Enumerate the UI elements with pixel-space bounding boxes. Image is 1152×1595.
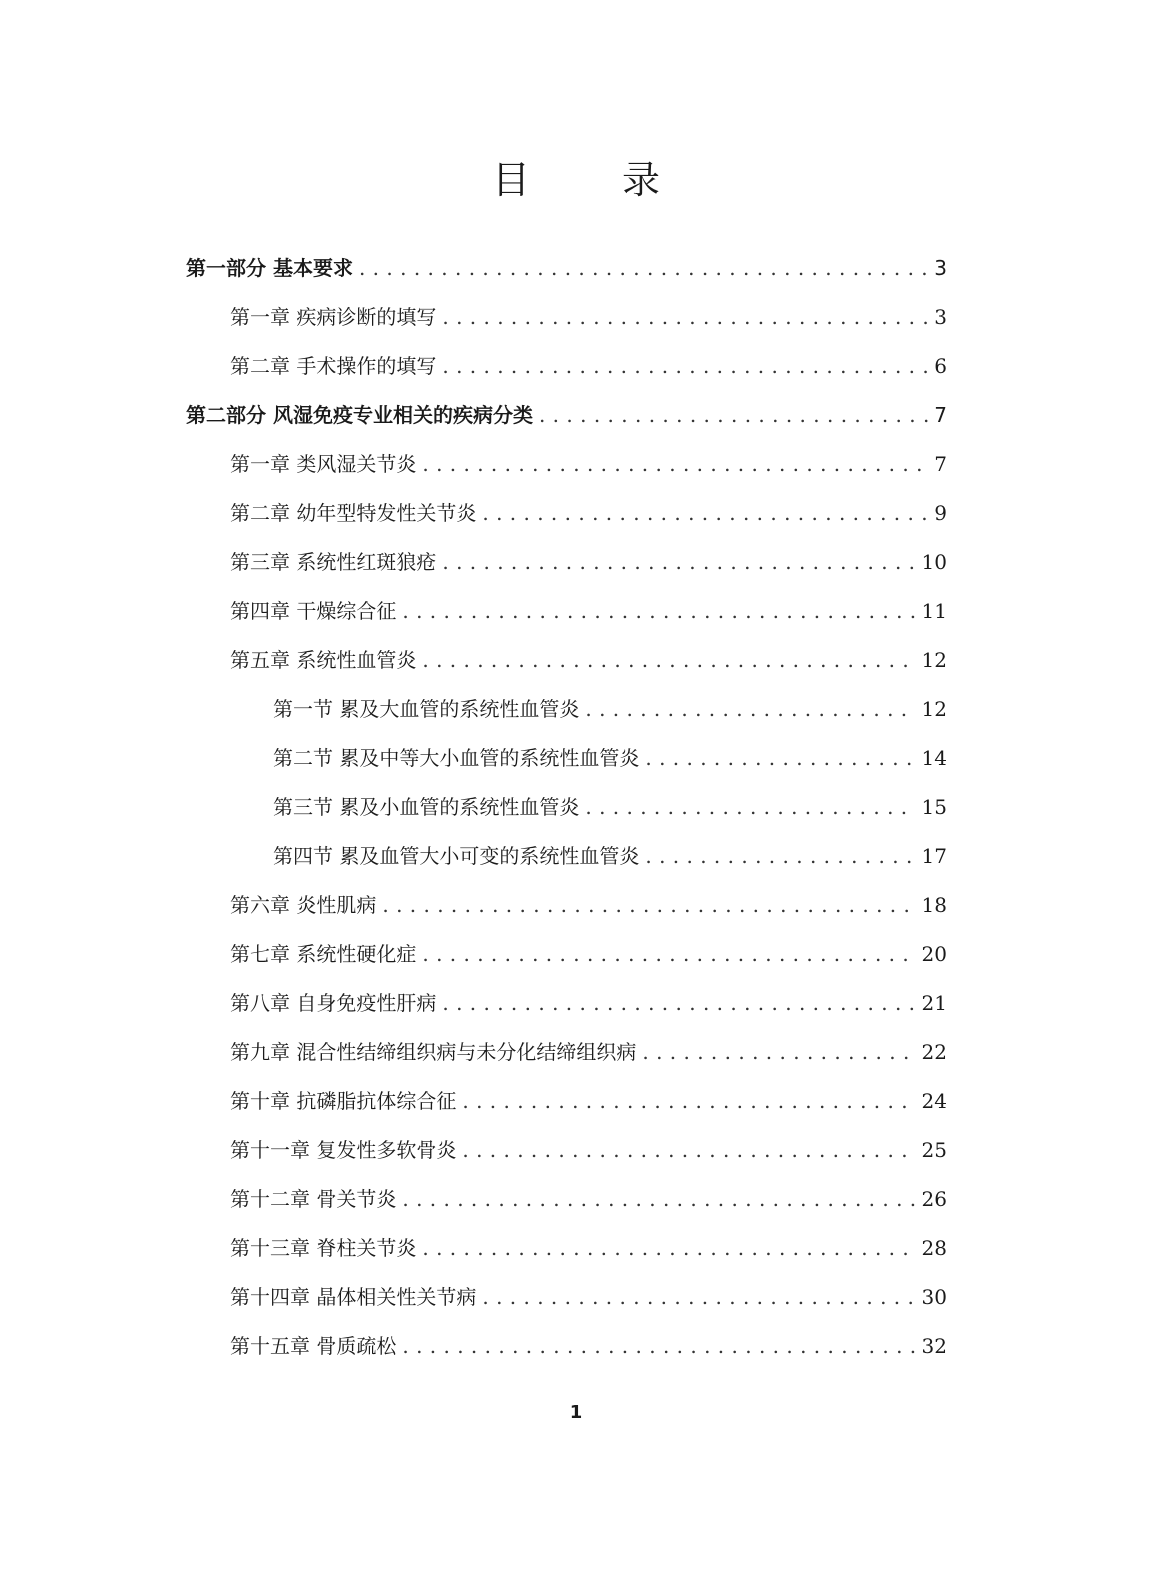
toc-chapter-entry[interactable] xyxy=(230,297,947,337)
toc-entry-page-number: 12 xyxy=(921,648,947,672)
toc-entry-page-number: 24 xyxy=(921,1089,947,1113)
toc-entry-label: 第五章 系统性血管炎 xyxy=(230,648,417,672)
toc-dot-leader xyxy=(402,591,915,631)
toc-entry-page-number: 15 xyxy=(921,795,947,819)
toc-part-entry[interactable] xyxy=(186,395,947,435)
toc-dot-leader xyxy=(442,346,928,386)
toc-entry-label: 第八章 自身免疫性肝病 xyxy=(230,991,437,1015)
toc-entry-page-number: 3 xyxy=(934,256,947,280)
toc-entry-label: 第二节 累及中等大小血管的系统性血管炎 xyxy=(273,746,640,770)
toc-dot-leader xyxy=(422,444,928,484)
toc-entry-label: 第九章 混合性结缔组织病与未分化结缔组织病 xyxy=(230,1040,637,1064)
toc-dot-leader xyxy=(585,689,915,729)
toc-entry-label: 第十五章 骨质疏松 xyxy=(230,1334,397,1358)
toc-dot-leader xyxy=(645,738,915,778)
toc-entry-label: 第十章 抗磷脂抗体综合征 xyxy=(230,1089,457,1113)
toc-chapter-entry[interactable] xyxy=(230,1179,947,1219)
toc-entry-page-number: 7 xyxy=(934,403,947,427)
toc-entry-page-number: 28 xyxy=(921,1236,947,1260)
toc-dot-leader xyxy=(585,787,915,827)
toc-dot-leader xyxy=(402,1326,915,1366)
toc-section-entry[interactable] xyxy=(273,689,947,729)
toc-dot-leader xyxy=(442,983,915,1023)
toc-dot-leader xyxy=(642,1032,915,1072)
toc-dot-leader xyxy=(382,885,915,925)
toc-entry-page-number: 32 xyxy=(921,1334,947,1358)
toc-entry-page-number: 9 xyxy=(934,501,947,525)
toc-entry-page-number: 20 xyxy=(921,942,947,966)
page-number-footer: 1 xyxy=(569,1402,583,1423)
toc-entry-page-number: 26 xyxy=(921,1187,947,1211)
toc-dot-leader xyxy=(422,1228,915,1268)
toc-entry-label: 第七章 系统性硬化症 xyxy=(230,942,417,966)
toc-entry-label: 第十二章 骨关节炎 xyxy=(230,1187,397,1211)
toc-dot-leader xyxy=(442,542,915,582)
toc-entry-label: 第二章 幼年型特发性关节炎 xyxy=(230,501,477,525)
toc-chapter-entry[interactable] xyxy=(230,885,947,925)
toc-dot-leader xyxy=(462,1081,915,1121)
toc-entry-page-number: 6 xyxy=(934,354,947,378)
toc-entry-page-number: 12 xyxy=(921,697,947,721)
toc-entry-label: 第四章 干燥综合征 xyxy=(230,599,397,623)
toc-dot-leader xyxy=(442,297,928,337)
toc-entry-label: 第二章 手术操作的填写 xyxy=(230,354,437,378)
toc-section-entry[interactable] xyxy=(273,738,947,778)
toc-entry-label: 第四节 累及血管大小可变的系统性血管炎 xyxy=(273,844,640,868)
toc-entry-page-number: 17 xyxy=(921,844,947,868)
toc-chapter-entry[interactable] xyxy=(230,1130,947,1170)
toc-entry-label: 第十一章 复发性多软骨炎 xyxy=(230,1138,457,1162)
toc-entry-page-number: 3 xyxy=(934,305,947,329)
toc-entry-label: 第一章 疾病诊断的填写 xyxy=(230,305,437,329)
toc-chapter-entry[interactable] xyxy=(230,934,947,974)
toc-entry-page-number: 30 xyxy=(921,1285,947,1309)
toc-entry-label: 第十四章 晶体相关性关节病 xyxy=(230,1285,477,1309)
toc-part-entry[interactable] xyxy=(186,248,947,288)
toc-chapter-entry[interactable] xyxy=(230,1277,947,1317)
toc-entry-label: 第一部分 基本要求 xyxy=(186,256,353,280)
toc-dot-leader xyxy=(422,934,915,974)
toc-entry-label: 第三章 系统性红斑狼疮 xyxy=(230,550,437,574)
toc-dot-leader xyxy=(539,395,928,435)
toc-entry-page-number: 25 xyxy=(921,1138,947,1162)
toc-dot-leader xyxy=(359,248,928,288)
toc-chapter-entry[interactable] xyxy=(230,542,947,582)
toc-dot-leader xyxy=(422,640,915,680)
toc-chapter-entry[interactable] xyxy=(230,1032,947,1072)
toc-entry-page-number: 7 xyxy=(934,452,947,476)
toc-entry-label: 第六章 炎性肌病 xyxy=(230,893,377,917)
toc-chapter-entry[interactable] xyxy=(230,983,947,1023)
toc-dot-leader xyxy=(482,1277,915,1317)
page-title: 目 录 xyxy=(491,158,701,202)
toc-chapter-entry[interactable] xyxy=(230,640,947,680)
toc-chapter-entry[interactable] xyxy=(230,444,947,484)
toc-section-entry[interactable] xyxy=(273,787,947,827)
toc-dot-leader xyxy=(402,1179,915,1219)
toc-entry-label: 第一章 类风湿关节炎 xyxy=(230,452,417,476)
toc-entry-page-number: 22 xyxy=(921,1040,947,1064)
toc-chapter-entry[interactable] xyxy=(230,591,947,631)
toc-entry-page-number: 11 xyxy=(921,599,947,623)
toc-entry-label: 第二部分 风湿免疫专业相关的疾病分类 xyxy=(186,403,533,427)
toc-dot-leader xyxy=(482,493,928,533)
toc-entry-page-number: 21 xyxy=(921,991,947,1015)
toc-chapter-entry[interactable] xyxy=(230,1326,947,1366)
toc-entry-label: 第三节 累及小血管的系统性血管炎 xyxy=(273,795,580,819)
toc-dot-leader xyxy=(645,836,915,876)
toc-entry-page-number: 10 xyxy=(921,550,947,574)
toc-entry-label: 第十三章 脊柱关节炎 xyxy=(230,1236,417,1260)
toc-dot-leader xyxy=(462,1130,915,1170)
toc-chapter-entry[interactable] xyxy=(230,493,947,533)
toc-section-entry[interactable] xyxy=(273,836,947,876)
toc-entry-label: 第一节 累及大血管的系统性血管炎 xyxy=(273,697,580,721)
toc-chapter-entry[interactable] xyxy=(230,346,947,386)
toc-entry-page-number: 18 xyxy=(921,893,947,917)
toc-chapter-entry[interactable] xyxy=(230,1081,947,1121)
toc-entry-page-number: 14 xyxy=(921,746,947,770)
toc-chapter-entry[interactable] xyxy=(230,1228,947,1268)
